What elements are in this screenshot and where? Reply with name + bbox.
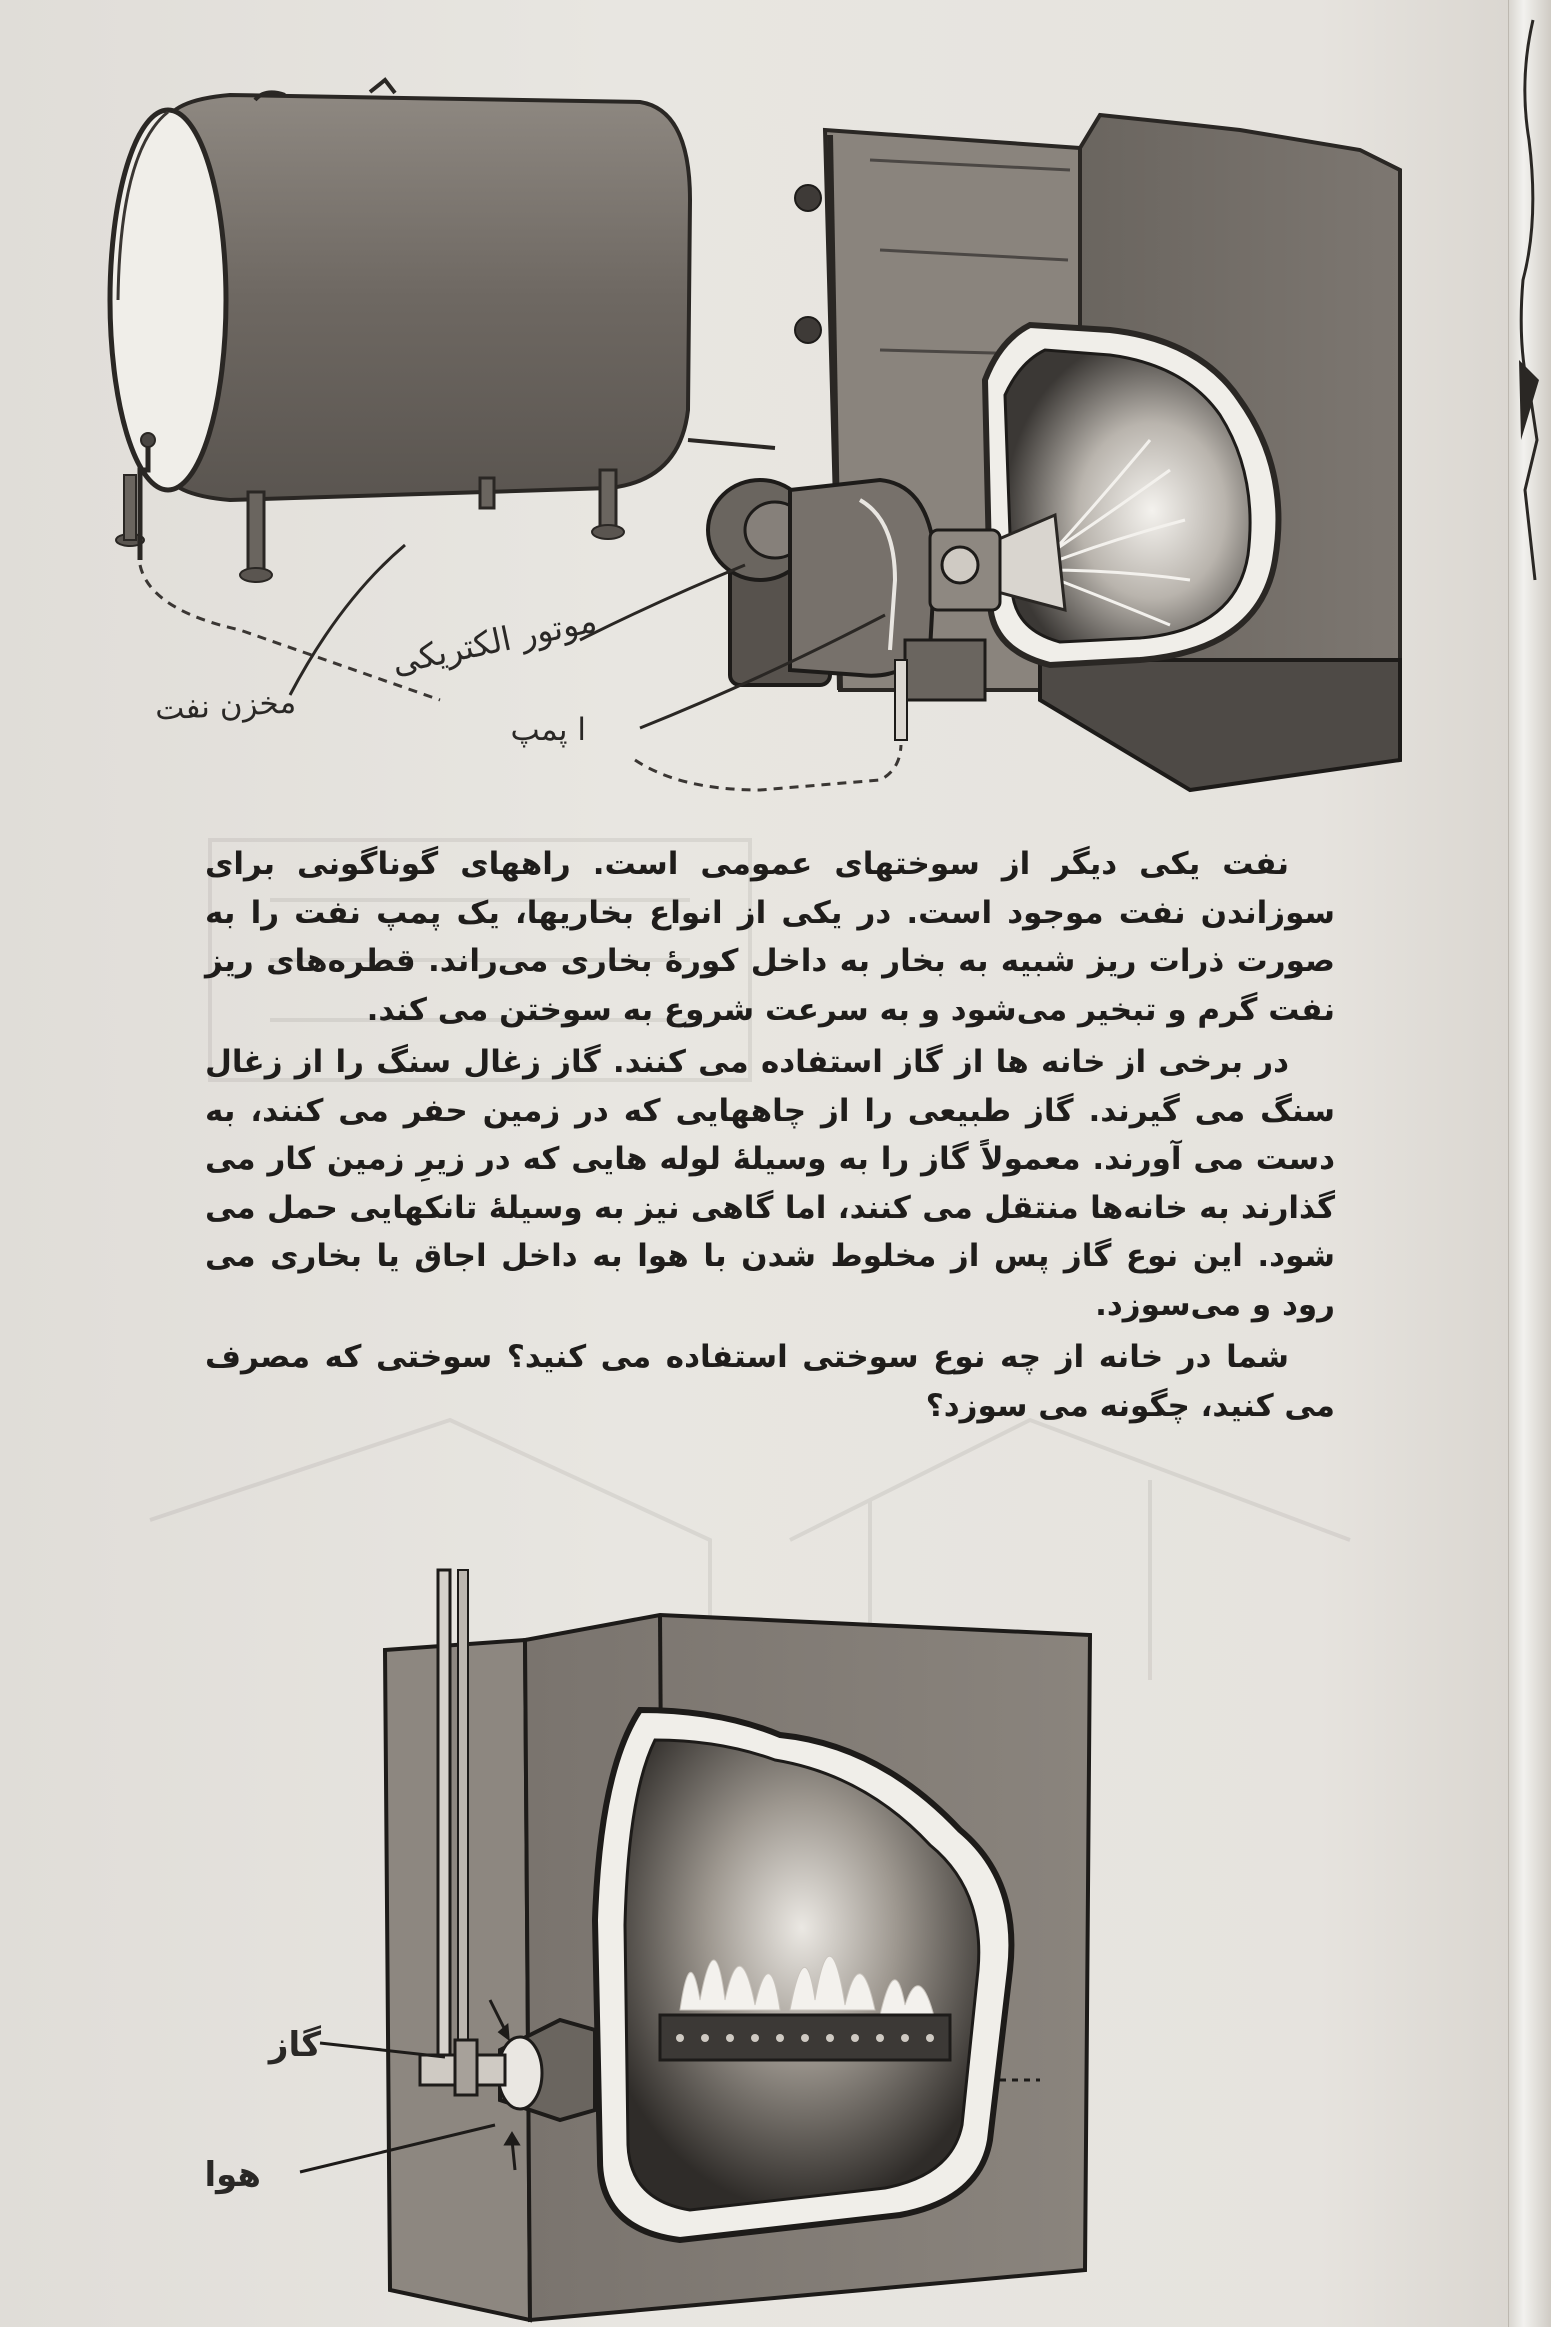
- paragraph-question: شما در خانه از چه نوع سوختی استفاده می کنید؟ سوختی که مصرف می کنید، چگونه می سوزد؟: [205, 1339, 1335, 1424]
- label-gas: گاز: [268, 2025, 321, 2065]
- paragraph-gas: در برخی از خانه ها از گاز استفاده می کنند. گاز زغال سنگ را از زغال سنگ می گیرند. گاز طبیعی را از چاههایی که در زمین حفر می کنند، به دست می آورند. معمولاً گاز را به وسیلهٔ لوله هایی که در زیرِ زمین کار می گذارند به خانه‌ها منتقل می کنند، اما گاهی نیز به وسیلهٔ تانکهایی حمل می شود. این نوع گاز پس از مخلوط شدن با هوا به داخل اجاق یا بخاری می رود و می‌سوزد.: [205, 1044, 1335, 1323]
- oil-tank-drawing: [110, 80, 690, 700]
- facing-page-sketch: [1515, 20, 1541, 580]
- oil-burner-illustration: [0, 0, 1551, 800]
- paragraph-oil: نفت یکی دیگر از سوختهای عمومی است. راههای گوناگونی برای سوزاندن نفت موجود است. در یکی از انواع بخاریها، یک پمپ نفت را به صورت ذرات ریز شبیه به بخار به داخل کورهٔ بخاری می‌راند. قطره‌های ریز نفت گرم و تبخیر می‌شود و به سرعت شروع به سوختن می کند.: [205, 846, 1335, 1028]
- facing-page-edge: [1508, 0, 1551, 2327]
- label-oil-tank: مخزن نفت: [154, 684, 297, 728]
- gas-furnace-illustration: [0, 1560, 1551, 2320]
- label-electric-motor: موتور الکتریکی: [388, 600, 601, 682]
- label-pump: ا پمپ: [510, 712, 586, 748]
- body-text: [205, 840, 1335, 1430]
- furnace-cabinet-drawing: [795, 115, 1400, 790]
- label-air: هوا: [204, 2155, 261, 2195]
